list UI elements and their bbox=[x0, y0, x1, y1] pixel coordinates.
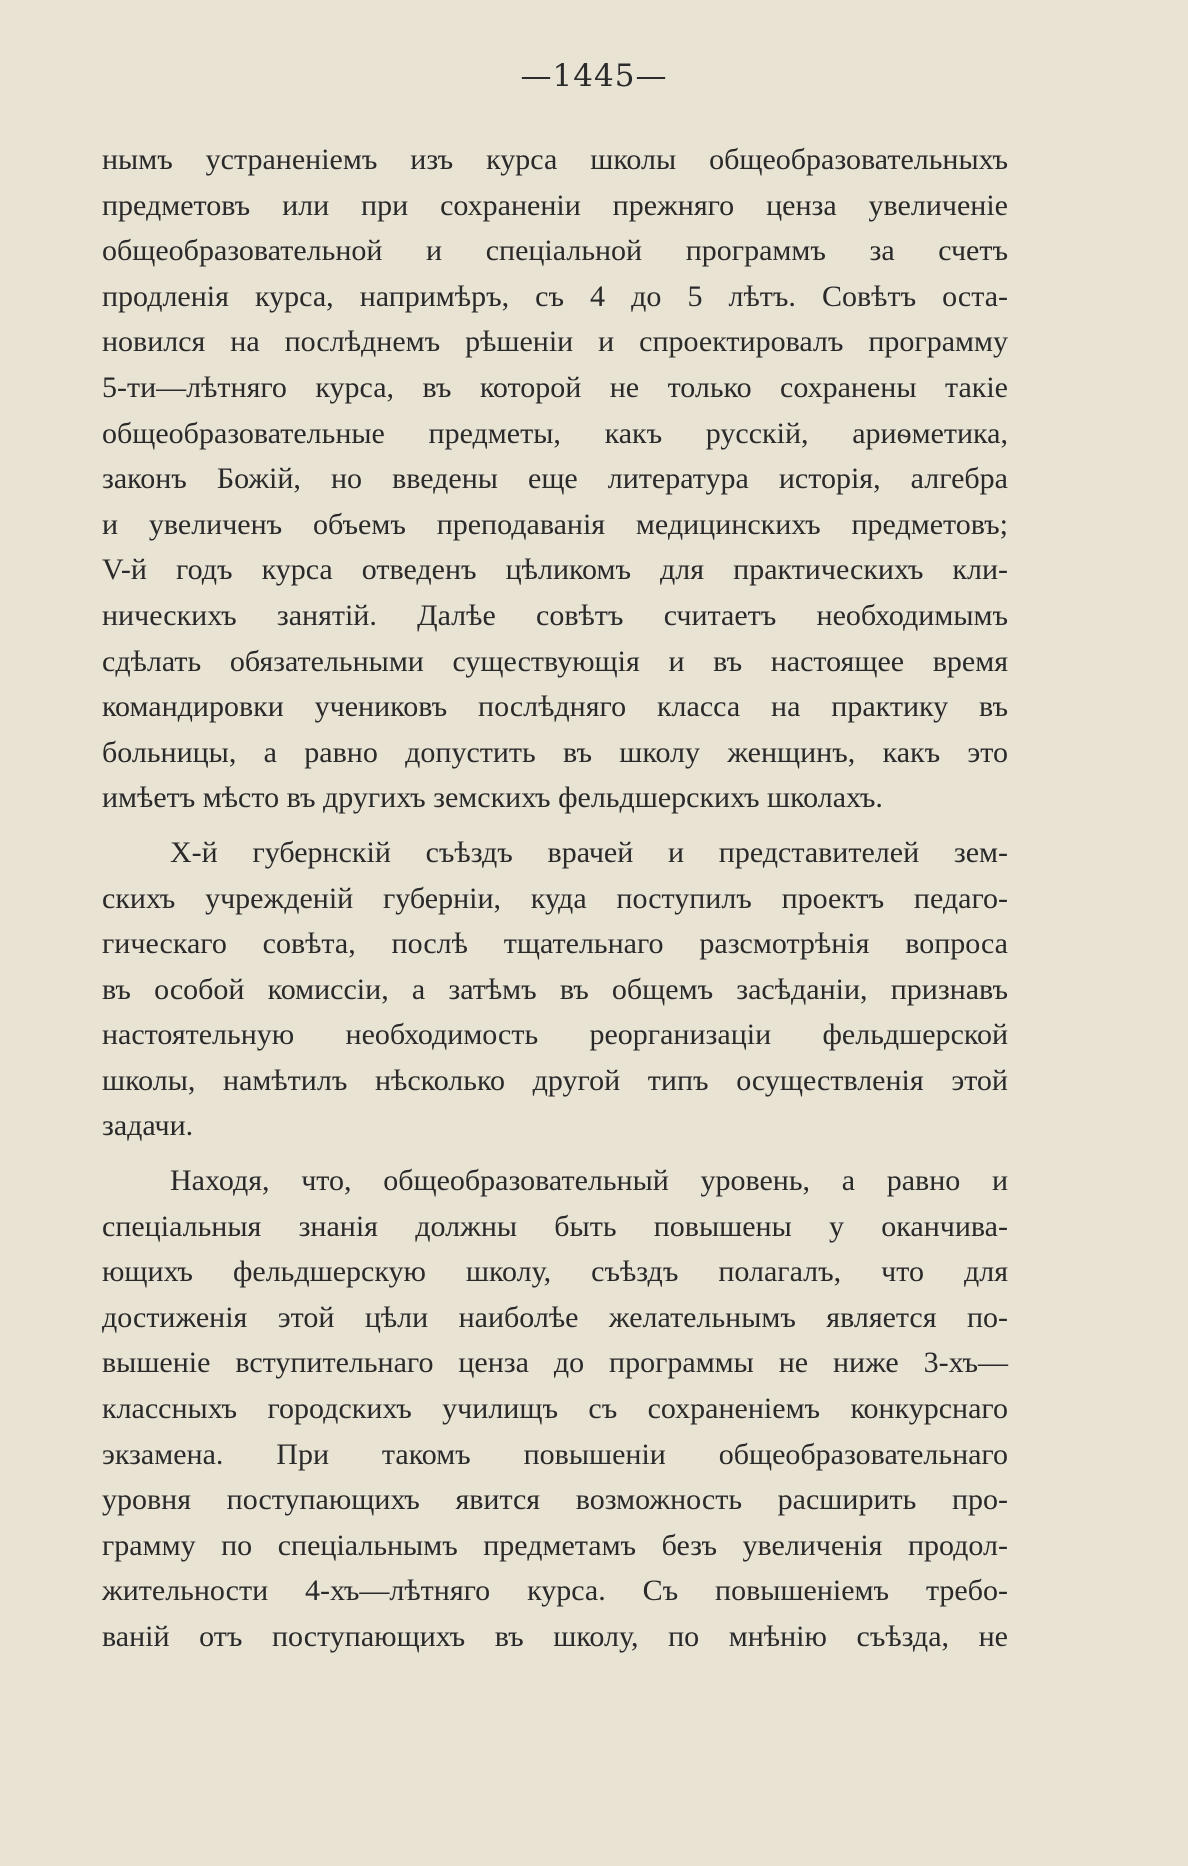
text-line: V-й годъ курса отведенъ цѣликомъ для практическихъ кли- bbox=[102, 553, 1008, 587]
text-line: продленія курса, напримѣръ, съ 4 до 5 лѣтъ. Совѣтъ оста- bbox=[102, 279, 1008, 313]
text-line: классныхъ городскихъ училищъ съ сохраненіемъ конкурснаго bbox=[102, 1392, 1008, 1426]
text-line: экзамена. При такомъ повышеніи общеобразовательнаго bbox=[102, 1437, 1008, 1471]
page-number: —1445— bbox=[520, 58, 668, 94]
paragraph-1 bbox=[102, 137, 1008, 821]
text-line: нымъ устраненіемъ изъ курса школы общеобразовательныхъ bbox=[102, 143, 1008, 176]
text-line: ваній отъ поступающихъ въ школу, по мнѣнію съѣзда, не bbox=[102, 1620, 1008, 1653]
text-line: достиженія этой цѣли наиболѣе желательнымъ является по- bbox=[102, 1300, 1008, 1334]
text-line: Х-й губернскій съѣздъ врачей и представителей зем- bbox=[170, 835, 1008, 869]
body-text bbox=[102, 137, 1008, 1660]
paragraph-2 bbox=[102, 830, 1008, 1149]
text-line: имѣетъ мѣсто въ другихъ земскихъ фельдшерскихъ школахъ. bbox=[102, 781, 883, 815]
text-line: въ особой комиссіи, а затѣмъ въ общемъ засѣданіи, признавъ bbox=[102, 972, 1008, 1006]
text-line: настоятельную необходимость реорганизаціи фельдшерской bbox=[102, 1018, 1008, 1052]
text-line: ническихъ занятій. Далѣе совѣтъ считаетъ необходимымъ bbox=[102, 598, 1008, 632]
text-line: командировки учениковъ послѣдняго класса на практику въ bbox=[102, 690, 1008, 724]
text-line: уровня поступающихъ явится возможность расширить про- bbox=[102, 1483, 1008, 1517]
text-line: спеціальныя знанія должны быть повышены у оканчива- bbox=[102, 1209, 1008, 1243]
text-line: задачи. bbox=[102, 1109, 194, 1143]
text-line: школы, намѣтилъ нѣсколько другой типъ осуществленія этой bbox=[102, 1063, 1008, 1097]
text-line: и увеличенъ объемъ преподаванія медицинскихъ предметовъ; bbox=[102, 507, 1008, 541]
text-line: предметовъ или при сохраненіи прежняго ценза увеличеніе bbox=[102, 188, 1008, 222]
text-line: ющихъ фельдшерскую школу, съѣздъ полагалъ, что для bbox=[102, 1255, 1008, 1289]
text-line: сдѣлать обязательными существующія и въ настоящее время bbox=[102, 644, 1008, 678]
text-line: новился на послѣднемъ рѣшеніи и спроектировалъ программу bbox=[102, 325, 1008, 359]
text-line: вышеніе вступительнаго ценза до программы не ниже 3-хъ— bbox=[102, 1346, 1008, 1380]
text-line: общеобразовательные предметы, какъ русскій, ариѳметика, bbox=[102, 416, 1008, 450]
text-line: общеобразовательной и спеціальной программъ за счетъ bbox=[102, 234, 1008, 268]
text-line: 5-ти—лѣтняго курса, въ которой не только сохранены такіе bbox=[102, 370, 1008, 404]
text-line: гическаго совѣта, послѣ тщательнаго разсмотрѣнія вопроса bbox=[102, 927, 1008, 961]
paragraph-3 bbox=[102, 1158, 1008, 1660]
text-line: грамму по спеціальнымъ предметамъ безъ увеличенія продол- bbox=[102, 1528, 1008, 1562]
text-line: больницы, а равно допустить въ школу женщинъ, какъ это bbox=[102, 735, 1008, 769]
text-line: скихъ учрежденій губерніи, куда поступилъ проектъ педаго- bbox=[102, 881, 1008, 915]
text-line: жительности 4-хъ—лѣтняго курса. Съ повышеніемъ требо- bbox=[102, 1574, 1008, 1608]
text-line: законъ Божій, но введены еще литература исторія, алгебра bbox=[102, 462, 1008, 496]
text-line: Находя, что, общеобразовательный уровень, а равно и bbox=[170, 1164, 1008, 1198]
